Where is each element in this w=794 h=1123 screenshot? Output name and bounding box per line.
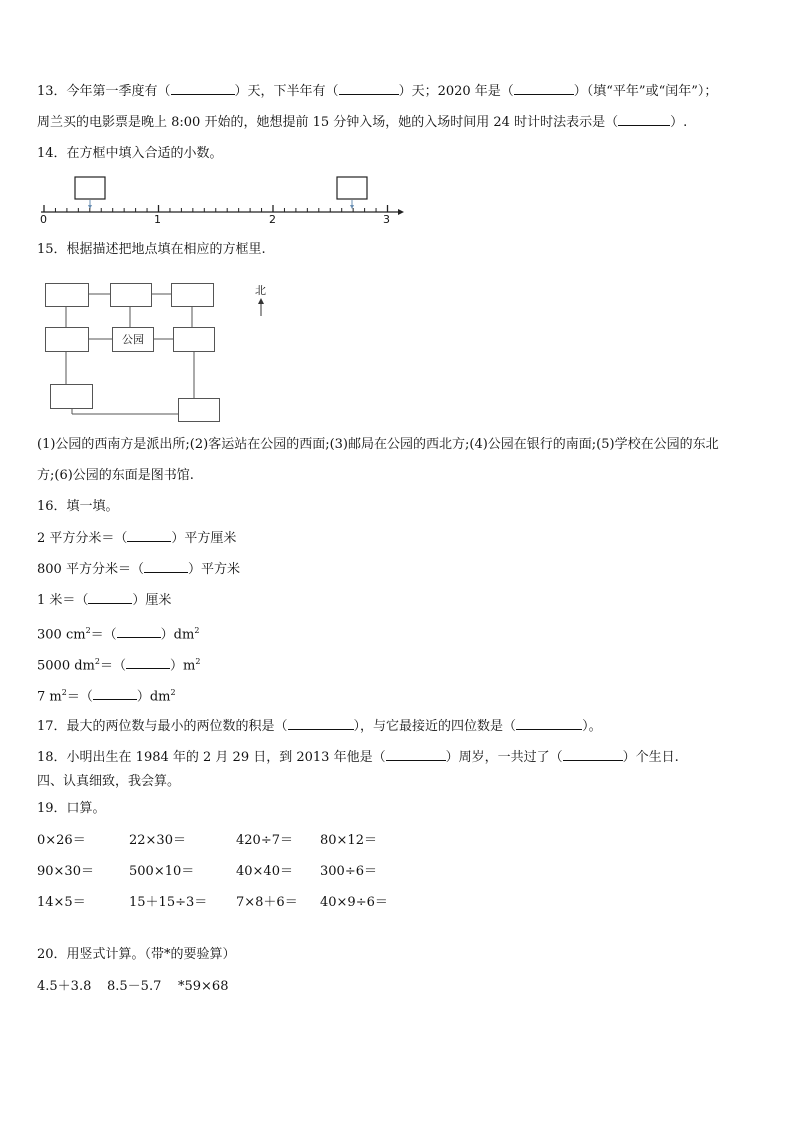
place-box[interactable]	[45, 283, 89, 307]
calc-item: 22×30＝	[129, 833, 186, 848]
q18-line: 18．小明出生在 1984 年的 2 月 29 日，到 2013 年他是（ ）周岁，一共过了（ ）个生日.	[37, 750, 679, 765]
place-box[interactable]	[45, 327, 89, 352]
place-box[interactable]	[171, 283, 214, 307]
answer-blank[interactable]	[386, 748, 446, 761]
calc-item: 7×8＋6＝	[236, 895, 298, 910]
tick-label: 2	[269, 213, 276, 226]
answer-blank[interactable]	[117, 625, 161, 638]
q19-title: 19．口算。	[37, 801, 106, 816]
q16-line5: 5000 $dm^2=$（ ）$m^2$	[37, 657, 201, 674]
answer-blank[interactable]	[88, 591, 132, 604]
axis-arrow	[398, 209, 404, 215]
q16-line1: 2 平方分米＝（ ）平方厘米	[37, 531, 237, 546]
answer-box	[337, 177, 367, 199]
q15-desc2: 方;(6)公园的东面是图书馆.	[37, 468, 194, 483]
q16-line3: 1 米＝（ ）厘米	[37, 593, 172, 608]
q15-title: 15．根据描述把地点填在相应的方框里.	[37, 242, 266, 257]
q13-line2: 周兰买的电影票是晚上 8:00 开始的，她想提前 15 分钟入场，她的入场时间用 24 时计时法表示是（ ）.	[37, 115, 688, 130]
answer-box	[75, 177, 105, 199]
calc-item: 500×10＝	[129, 864, 195, 879]
north-label: 北	[255, 284, 266, 297]
calc-item: 40×40＝	[236, 864, 293, 879]
answer-blank[interactable]	[339, 82, 399, 95]
q16-line4: 300 $cm^2=$（ ）$dm^2$	[37, 626, 200, 643]
vertical-calc-item: 8.5－5.7	[107, 979, 162, 994]
number-line	[36, 172, 408, 228]
calc-item: 80×12＝	[320, 833, 377, 848]
calc-item: 15＋15÷3＝	[129, 895, 208, 910]
q17-line: 17．最大的两位数与最小的两位数的积是（ ），与它最接近的四位数是（ ）。	[37, 719, 602, 734]
section-heading: 四、认真细致，我会算。	[37, 774, 181, 789]
place-box[interactable]	[173, 327, 215, 352]
q14-title: 14．在方框中填入合适的小数。	[37, 146, 223, 161]
q16-title: 16．填一填。	[37, 499, 119, 514]
calc-item: 420÷7＝	[236, 833, 293, 848]
vertical-calc-item: 4.5＋3.8	[37, 979, 92, 994]
place-box[interactable]	[178, 398, 220, 422]
answer-blank[interactable]	[563, 748, 623, 761]
answer-blank[interactable]	[93, 687, 137, 700]
tick-label: 0	[40, 213, 47, 226]
q16-line6: 7 $m^2=$（ ）$dm^2$	[37, 688, 176, 705]
answer-blank[interactable]	[126, 656, 170, 669]
vertical-calc-item: *59×68	[178, 979, 229, 994]
q15-desc1: (1)公园的西南方是派出所;(2)客运站在公园的西面;(3)邮局在公园的西北方;(4)公园在银行的南面;(5)学校在公园的东北	[37, 437, 719, 452]
place-box[interactable]	[50, 384, 93, 409]
answer-blank[interactable]	[288, 717, 354, 730]
answer-blank[interactable]	[514, 82, 574, 95]
answer-blank[interactable]	[127, 529, 171, 542]
calc-item: 90×30＝	[37, 864, 94, 879]
park-box: 公园	[112, 327, 154, 352]
calc-item: 300÷6＝	[320, 864, 377, 879]
answer-blank[interactable]	[618, 113, 670, 126]
q20-title: 20．用竖式计算。（带*的要验算）	[37, 947, 236, 962]
q16-line2: 800 平方分米＝（ ）平方米	[37, 562, 240, 577]
place-box[interactable]	[110, 283, 152, 307]
calc-item: 40×9÷6＝	[320, 895, 388, 910]
tick-label: 1	[154, 213, 161, 226]
tick-label: 3	[383, 213, 390, 226]
q13-line1: 13．今年第一季度有（ ）天，下半年有（ ）天；2020 年是（ ）（填“平年”或“闰年”）；	[37, 84, 718, 99]
calc-item: 14×5＝	[37, 895, 86, 910]
calc-item: 0×26＝	[37, 833, 86, 848]
answer-blank[interactable]	[144, 560, 188, 573]
answer-blank[interactable]	[171, 82, 235, 95]
answer-blank[interactable]	[516, 717, 582, 730]
